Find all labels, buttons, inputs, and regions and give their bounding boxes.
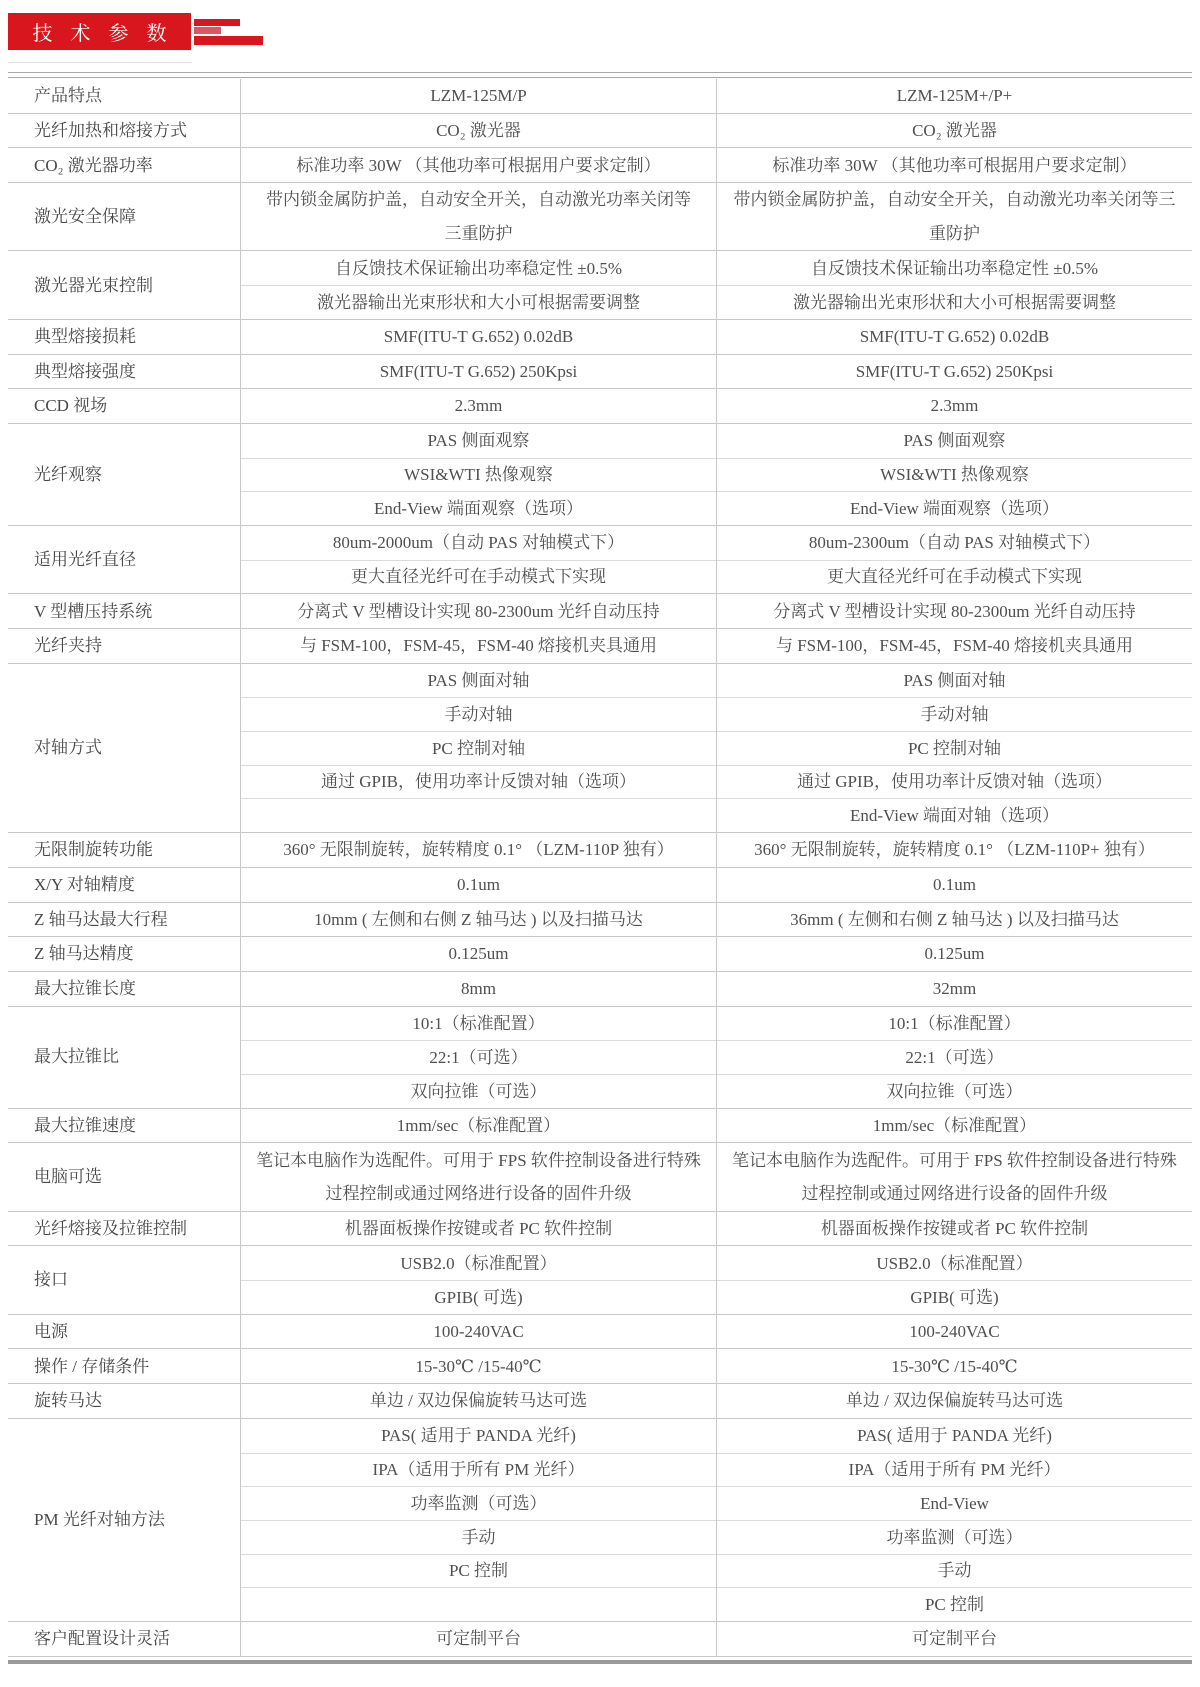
value-cell: End-View 端面对轴（选项） <box>717 798 1192 832</box>
value-cell: 15-30℃ /15-40℃ <box>415 1356 542 1376</box>
value-column-lzm125mp-plus <box>716 1007 1192 1108</box>
value-column-lzm125mp <box>240 1109 716 1143</box>
value-column-lzm125mp <box>240 1384 716 1418</box>
value-cell: 分离式 V 型槽设计实现 80-2300um 光纤自动压持 <box>773 601 1136 621</box>
value-cell: 双向拉锥（可选） <box>241 1074 716 1108</box>
table-bottom-rule <box>8 1660 1192 1664</box>
value-column-lzm125mp-plus <box>716 1349 1192 1383</box>
value-cell: 激光器输出光束形状和大小可根据需要调整 <box>717 285 1192 319</box>
deco-bar-bottom <box>194 36 263 45</box>
value-cell: 1mm/sec（标准配置） <box>396 1115 561 1135</box>
value-column-lzm125mp <box>240 833 716 867</box>
value-column-lzm125mp-plus <box>716 833 1192 867</box>
value-column-lzm125mp-plus <box>716 972 1192 1006</box>
param-label: CCD 视场 <box>34 396 108 416</box>
table-row <box>8 525 1192 593</box>
param-label: V 型槽压持系统 <box>34 601 153 621</box>
value-cell: 机器面板操作按键或者 PC 软件控制 <box>820 1218 1089 1238</box>
value-column-lzm125mp <box>240 594 716 628</box>
param-label: CO₂ 激光器功率 <box>34 155 153 175</box>
param-label: 典型熔接损耗 <box>34 327 136 347</box>
table-row <box>8 832 1192 867</box>
value-cell: 手动对轴 <box>717 697 1192 731</box>
value-cell: 三重防护 <box>444 223 513 243</box>
value-cell: 单边 / 双边保偏旋转马达可选 <box>845 1391 1064 1411</box>
param-label: 电源 <box>34 1321 68 1341</box>
value-cell: PC 控制 <box>241 1554 716 1588</box>
value-column-lzm125mp-plus <box>716 629 1192 663</box>
value-cell: 32mm <box>932 979 977 999</box>
value-cell: GPIB( 可选) <box>241 1280 716 1314</box>
value-column-lzm125mp-plus <box>716 868 1192 902</box>
value-column-lzm125mp <box>240 664 716 832</box>
value-cell: LZM-125M+/P+ <box>896 86 1013 106</box>
value-cell: CO₂ 激光器 <box>436 120 521 140</box>
value-cell: 标准功率 30W （其他功率可根据用户要求定制） <box>296 155 661 175</box>
table-row <box>8 250 1192 318</box>
value-column-lzm125mp-plus <box>716 1419 1192 1621</box>
value-column-lzm125mp <box>240 1212 716 1246</box>
table-row <box>8 867 1192 902</box>
table-row <box>8 319 1192 354</box>
table-row <box>8 1348 1192 1383</box>
value-cell: USB2.0（标准配置） <box>400 1253 557 1273</box>
value-cell: 带内锁金属防护盖，自动安全开关，自动激光功率关闭等三 <box>733 190 1176 210</box>
value-cell: 10:1（标准配置） <box>888 1013 1021 1033</box>
value-column-lzm125mp <box>240 868 716 902</box>
value-cell: 0.1um <box>933 875 976 895</box>
value-cell: 1mm/sec（标准配置） <box>872 1115 1037 1135</box>
value-cell: 自反馈技术保证输出功率稳定性 ±0.5% <box>811 258 1098 278</box>
value-cell: 可定制平台 <box>912 1629 997 1649</box>
value-cell: 过程控制或通过网络进行设备的固件升级 <box>801 1184 1108 1204</box>
value-cell: 80um-2000um（自动 PAS 对轴模式下） <box>332 533 625 553</box>
value-cell: 0.1um <box>457 875 500 895</box>
value-cell: 36mm ( 左侧和右侧 Z 轴马达 ) 以及扫描马达 <box>790 909 1119 929</box>
table-row <box>8 354 1192 389</box>
value-column-lzm125mp <box>240 1315 716 1349</box>
value-cell: 与 FSM-100，FSM-45，FSM-40 熔接机夹具通用 <box>775 636 1134 656</box>
value-column-lzm125mp <box>240 972 716 1006</box>
param-label: 光纤夹持 <box>34 636 102 656</box>
value-column-lzm125mp <box>240 1622 716 1656</box>
table-bottom-border <box>8 1656 1192 1657</box>
value-column-lzm125mp <box>240 148 716 182</box>
value-cell: 激光器输出光束形状和大小可根据需要调整 <box>241 285 716 319</box>
value-column-lzm125mp-plus <box>716 251 1192 318</box>
value-column-lzm125mp-plus <box>716 664 1192 832</box>
table-row <box>8 1245 1192 1313</box>
value-cell: 手动对轴 <box>241 697 716 731</box>
param-label: 激光器光束控制 <box>34 275 153 295</box>
value-cell: 带内锁金属防护盖，自动安全开关，自动激光功率关闭等 <box>266 190 691 210</box>
table-row <box>8 1142 1192 1210</box>
value-column-lzm125mp-plus <box>716 594 1192 628</box>
value-cell: WSI&WTI 热像观察 <box>717 458 1192 492</box>
value-cell: 重防护 <box>929 223 980 243</box>
param-label: 对轴方式 <box>34 738 102 758</box>
value-cell: 标准功率 30W （其他功率可根据用户要求定制） <box>772 155 1137 175</box>
value-column-lzm125mp-plus <box>716 183 1192 250</box>
value-column-lzm125mp <box>240 1007 716 1108</box>
value-column-lzm125mp-plus <box>716 1246 1192 1313</box>
param-label: 操作 / 存储条件 <box>34 1356 150 1376</box>
table-row <box>8 971 1192 1006</box>
param-label: PM 光纤对轴方法 <box>34 1510 165 1530</box>
value-column-lzm125mp <box>240 1246 716 1313</box>
param-label: 无限制旋转功能 <box>34 840 153 860</box>
value-cell: GPIB( 可选) <box>717 1280 1192 1314</box>
value-cell: End-View <box>717 1486 1192 1520</box>
value-column-lzm125mp-plus <box>716 320 1192 354</box>
value-cell: PAS( 适用于 PANDA 光纤) <box>381 1426 576 1446</box>
value-column-lzm125mp <box>240 320 716 354</box>
value-cell: 22:1（可选） <box>241 1040 716 1074</box>
value-column-lzm125mp <box>240 1419 716 1621</box>
value-cell: PC 控制对轴 <box>717 731 1192 765</box>
value-cell: 80um-2300um（自动 PAS 对轴模式下） <box>808 533 1101 553</box>
value-column-lzm125mp <box>240 526 716 593</box>
value-column-lzm125mp-plus <box>716 903 1192 937</box>
value-cell: PAS( 适用于 PANDA 光纤) <box>857 1426 1052 1446</box>
param-label: 典型熔接强度 <box>34 361 136 381</box>
table-row <box>8 113 1192 148</box>
param-label: Z 轴马达最大行程 <box>34 909 168 929</box>
table-row <box>8 936 1192 971</box>
value-cell: 笔记本电脑作为选配件。可用于 FPS 软件控制设备进行特殊 <box>732 1150 1177 1170</box>
value-cell: 单边 / 双边保偏旋转马达可选 <box>369 1391 588 1411</box>
value-column-lzm125mp <box>240 937 716 971</box>
param-label: Z 轴马达精度 <box>34 944 134 964</box>
value-cell: 笔记本电脑作为选配件。可用于 FPS 软件控制设备进行特殊 <box>256 1150 701 1170</box>
value-cell: End-View 端面观察（选项） <box>241 491 716 525</box>
value-cell: 可定制平台 <box>436 1629 521 1649</box>
value-column-lzm125mp-plus <box>716 1212 1192 1246</box>
value-cell: 机器面板操作按键或者 PC 软件控制 <box>344 1218 613 1238</box>
table-top-rule <box>8 72 1192 78</box>
value-cell: PAS 侧面观察 <box>427 431 530 451</box>
value-cell: 双向拉锥（可选） <box>717 1074 1192 1108</box>
value-column-lzm125mp-plus <box>716 114 1192 148</box>
section-title-badge <box>8 13 191 50</box>
value-cell: 100-240VAC <box>909 1321 1000 1341</box>
value-cell: LZM-125M/P <box>430 86 527 106</box>
table-row <box>8 147 1192 182</box>
value-column-lzm125mp-plus <box>716 355 1192 389</box>
value-cell: 100-240VAC <box>433 1321 524 1341</box>
value-cell: 360° 无限制旋转，旋转精度 0.1° （LZM-110P 独有） <box>283 840 674 860</box>
value-cell: 8mm <box>461 979 496 999</box>
value-column-lzm125mp <box>240 355 716 389</box>
value-cell: 360° 无限制旋转，旋转精度 0.1° （LZM-110P+ 独有） <box>754 840 1155 860</box>
value-column-lzm125mp <box>240 79 716 113</box>
param-label: 旋转马达 <box>34 1391 102 1411</box>
value-cell: 2.3mm <box>930 396 979 416</box>
param-label: 接口 <box>34 1270 68 1290</box>
section-title: 技术参数 <box>32 23 185 45</box>
value-cell: 22:1（可选） <box>717 1040 1192 1074</box>
value-column-lzm125mp-plus <box>716 389 1192 423</box>
table-row <box>8 1314 1192 1349</box>
value-cell: IPA（适用于所有 PM 光纤） <box>717 1453 1192 1487</box>
table-row <box>8 182 1192 250</box>
param-label: 适用光纤直径 <box>34 550 136 569</box>
param-label: 光纤观察 <box>34 464 102 484</box>
value-cell: WSI&WTI 热像观察 <box>241 458 716 492</box>
value-column-lzm125mp <box>240 183 716 250</box>
value-column-lzm125mp <box>240 389 716 423</box>
spec-table <box>8 79 1192 1664</box>
value-column-lzm125mp <box>240 1143 716 1210</box>
value-column-lzm125mp <box>240 903 716 937</box>
deco-bar-top <box>194 19 240 26</box>
value-cell: End-View 端面观察（选项） <box>717 491 1192 525</box>
value-cell: 0.125um <box>448 944 509 964</box>
table-row <box>8 423 1192 525</box>
table-row <box>8 1006 1192 1108</box>
value-cell: 手动 <box>717 1554 1192 1588</box>
value-column-lzm125mp-plus <box>716 1384 1192 1418</box>
value-cell: 2.3mm <box>454 396 503 416</box>
value-cell: PAS 侧面对轴 <box>903 670 1006 690</box>
value-cell: 与 FSM-100，FSM-45，FSM-40 熔接机夹具通用 <box>299 636 658 656</box>
value-column-lzm125mp-plus <box>716 1109 1192 1143</box>
value-column-lzm125mp-plus <box>716 1143 1192 1210</box>
value-column-lzm125mp-plus <box>716 148 1192 182</box>
table-row <box>8 1211 1192 1246</box>
param-label: X/Y 对轴精度 <box>34 875 135 895</box>
value-column-lzm125mp <box>240 1349 716 1383</box>
value-cell: 过程控制或通过网络进行设备的固件升级 <box>325 1184 632 1204</box>
param-label: 客户配置设计灵活 <box>34 1629 170 1649</box>
value-cell: PAS 侧面观察 <box>903 431 1006 451</box>
value-column-lzm125mp-plus <box>716 1622 1192 1656</box>
value-column-lzm125mp-plus <box>716 1315 1192 1349</box>
table-row <box>8 1621 1192 1656</box>
value-column-lzm125mp <box>240 114 716 148</box>
param-label: 产品特点 <box>34 86 102 106</box>
value-column-lzm125mp-plus <box>716 526 1192 593</box>
value-cell: PC 控制 <box>717 1587 1192 1621</box>
table-row <box>8 1418 1192 1621</box>
table-row <box>8 79 1192 113</box>
value-cell: 功率监测（可选） <box>241 1486 716 1520</box>
value-cell: 分离式 V 型槽设计实现 80-2300um 光纤自动压持 <box>297 601 660 621</box>
table-row <box>8 628 1192 663</box>
table-row <box>8 1108 1192 1143</box>
value-column-lzm125mp <box>240 251 716 318</box>
value-cell: 通过 GPIB，使用功率计反馈对轴（选项） <box>241 765 716 799</box>
value-cell: SMF(ITU-T G.652) 250Kpsi <box>379 361 578 381</box>
value-column-lzm125mp-plus <box>716 79 1192 113</box>
value-cell: 15-30℃ /15-40℃ <box>891 1356 1018 1376</box>
value-cell: 通过 GPIB，使用功率计反馈对轴（选项） <box>717 765 1192 799</box>
value-cell: 自反馈技术保证输出功率稳定性 ±0.5% <box>335 258 622 278</box>
value-column-lzm125mp-plus <box>716 424 1192 525</box>
value-cell: SMF(ITU-T G.652) 250Kpsi <box>855 361 1054 381</box>
param-label: 最大拉锥长度 <box>34 979 136 999</box>
badge-underline <box>8 62 192 63</box>
value-cell: USB2.0（标准配置） <box>876 1253 1033 1273</box>
value-cell: 手动 <box>241 1520 716 1554</box>
value-cell: 10mm ( 左侧和右侧 Z 轴马达 ) 以及扫描马达 <box>314 909 643 929</box>
table-row <box>8 902 1192 937</box>
deco-bar-middle <box>194 27 221 34</box>
deco-bars <box>194 19 274 47</box>
value-column-lzm125mp <box>240 629 716 663</box>
value-cell: SMF(ITU-T G.652) 0.02dB <box>383 327 574 347</box>
table-row <box>8 388 1192 423</box>
value-cell: 功率监测（可选） <box>717 1520 1192 1554</box>
value-cell: 0.125um <box>924 944 985 964</box>
value-column-lzm125mp-plus <box>716 937 1192 971</box>
table-row <box>8 663 1192 832</box>
param-label: 光纤加热和熔接方式 <box>34 120 187 140</box>
value-cell <box>241 798 716 832</box>
value-cell: 10:1（标准配置） <box>412 1013 545 1033</box>
param-label: 最大拉锥比 <box>34 1047 119 1067</box>
value-cell: PAS 侧面对轴 <box>427 670 530 690</box>
table-row <box>8 1383 1192 1418</box>
value-column-lzm125mp <box>240 424 716 525</box>
value-cell: 更大直径光纤可在手动模式下实现 <box>241 560 716 594</box>
value-cell: IPA（适用于所有 PM 光纤） <box>241 1453 716 1487</box>
table-row <box>8 593 1192 628</box>
value-cell: SMF(ITU-T G.652) 0.02dB <box>859 327 1050 347</box>
param-label: 光纤熔接及拉锥控制 <box>34 1218 187 1238</box>
param-label: 电脑可选 <box>34 1167 102 1187</box>
param-label: 激光安全保障 <box>34 207 136 227</box>
value-cell: 更大直径光纤可在手动模式下实现 <box>717 560 1192 594</box>
value-cell <box>241 1587 716 1621</box>
param-label: 最大拉锥速度 <box>34 1115 136 1135</box>
value-cell: PC 控制对轴 <box>241 731 716 765</box>
value-cell: CO₂ 激光器 <box>912 120 997 140</box>
